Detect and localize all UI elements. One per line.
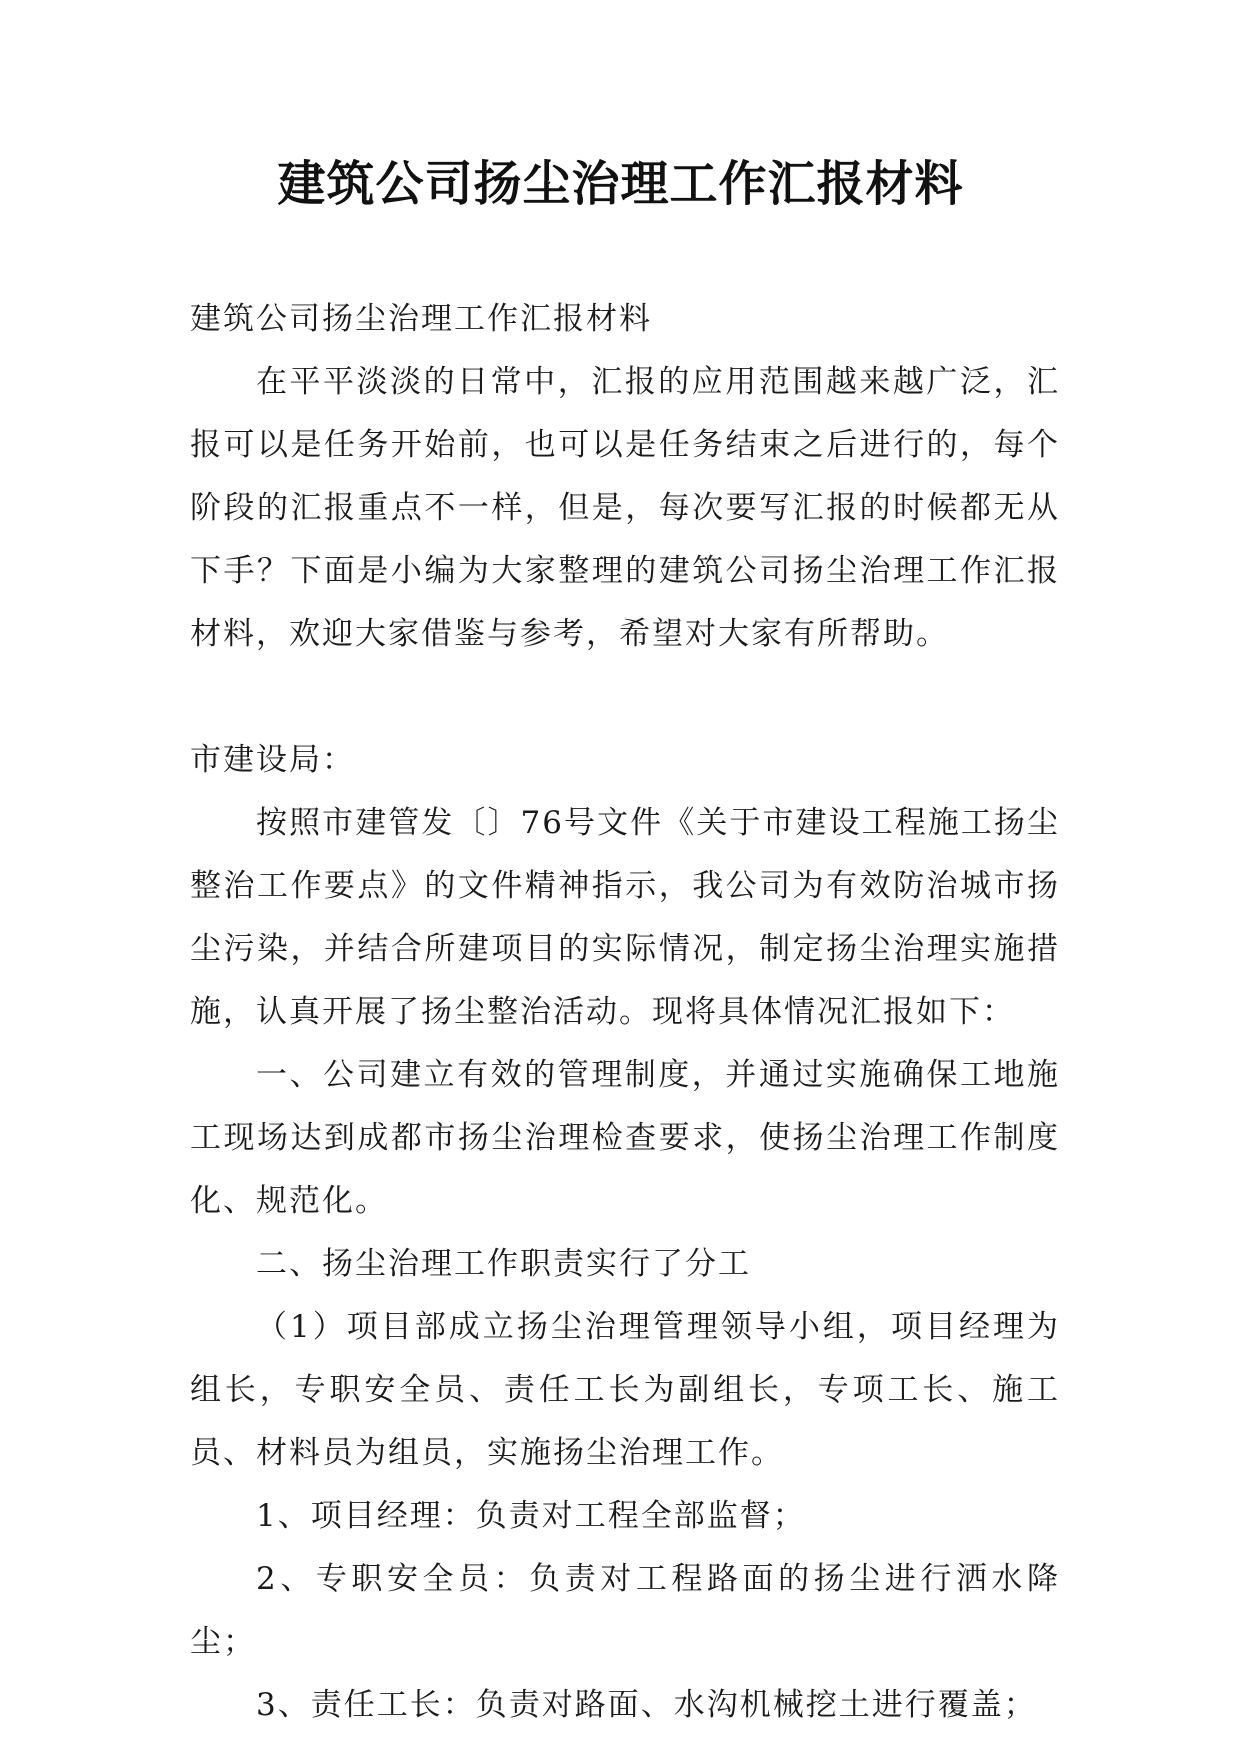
paragraph-duty-3: 3、责任工长：负责对路面、水沟机械挖土进行覆盖； xyxy=(256,1687,1037,1723)
document-title: 建筑公司扬尘治理工作汇报材料 xyxy=(277,156,964,212)
document-body xyxy=(190,288,1060,1737)
paragraph-background: 按照市建管发〔〕76号文件《关于市建设工程施工扬尘整治工作要点》的文件精神指示，我公司为有效防治城市扬尘污染，并结合所建项目的实际情况，制定扬尘治理实施措施，认真开展了扬尘整治活动。现将具体情况汇报如下： xyxy=(190,805,1060,1030)
paragraph-section-1: 一、公司建立有效的管理制度，并通过实施确保工地施工现场达到成都市扬尘治理检查要求，使扬尘治理工作制度化、规范化。 xyxy=(190,1057,1060,1219)
paragraph-section-2-item-1: （1）项目部成立扬尘治理管理领导小组，项目经理为组长，专职安全员、责任工长为副组长，专项工长、施工员、材料员为组员，实施扬尘治理工作。 xyxy=(190,1309,1060,1471)
paragraph-salutation: 市建设局： xyxy=(190,742,355,778)
paragraph-duty-1: 1、项目经理：负责对工程全部监督； xyxy=(256,1498,806,1534)
paragraph-duty-2: 2、专职安全员：负责对工程路面的扬尘进行洒水降尘； xyxy=(190,1561,1060,1660)
paragraph-intro: 在平平淡淡的日常中，汇报的应用范围越来越广泛，汇报可以是任务开始前，也可以是任务结束之后进行的，每个阶段的汇报重点不一样，但是，每次要写汇报的时候都无从下手？下面是小编为大家整理的建筑公司扬尘治理工作汇报材料，欢迎大家借鉴与参考，希望对大家有所帮助。 xyxy=(190,364,1060,652)
paragraph-section-2-heading: 二、扬尘治理工作职责实行了分工 xyxy=(256,1246,751,1282)
paragraph-subtitle: 建筑公司扬尘治理工作汇报材料 xyxy=(190,301,652,337)
